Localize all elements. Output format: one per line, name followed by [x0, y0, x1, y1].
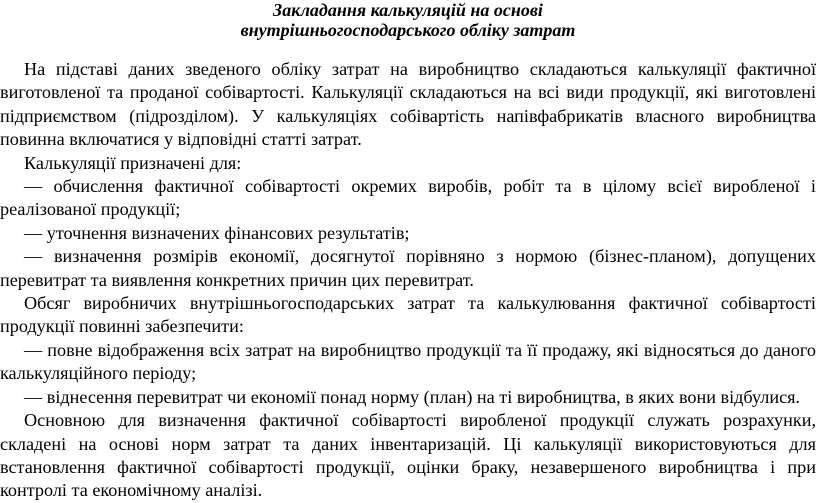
title-line-2: внутрішньогосподарського обліку затрат — [240, 20, 576, 40]
paragraph-scope: Обсяг виробничих внутрішньогосподарських затрат та калькулювання фактичної собівартості продукції повинні забезпечити: — [0, 293, 816, 337]
list-item-scope-2: — віднесення перевитрат чи економії понад норму (план) на ті виробництва, в яких вони відбулися. — [24, 386, 801, 407]
document-body — [0, 58, 816, 503]
list-item-purpose-2: — уточнення визначених фінансових результатів; — [24, 222, 410, 243]
document-title — [0, 0, 816, 40]
list-item-purpose-1: — обчислення фактичної собівартості окремих виробів, робіт та в цілому всієї виробленої і реалізованої продукції; — [0, 176, 816, 220]
title-line-1: Закладання калькуляцій на основі — [273, 0, 543, 20]
paragraph-purpose-heading: Калькуляції призначені для: — [24, 152, 242, 173]
list-item-purpose-3: — визначення розмірів економії, досягнутої порівняно з нормою (бізнес-планом), допущених перевитрат та виявлення конкретних причин цих перевитрат. — [0, 246, 816, 290]
paragraph-basis: Основною для визначення фактичної собівартості виробленої продукції служать розрахунки, складені на основі норм затрат та даних інвентаризацій. Ці калькуляції використовуються для встановлення фактичної собівартості продукції, оцінки браку, незавершеного виробництва і при контролі та економічному аналізі. — [0, 410, 816, 501]
paragraph-intro: На підставі даних зведеного обліку затрат на виробництво складаються калькуляції фактичної виготовленої та проданої собівартості. Калькуляції складаються на всі види продукції, які виготовлені підприємством (підрозділом). У калькуляціях собівартість напівфабрикатів власного виробництва повинна включатися у відповідні статті затрат. — [0, 59, 816, 150]
list-item-scope-1: — повне відображення всіх затрат на виробництво продукції та її продажу, які відносяться до даного калькуляційного періоду; — [0, 339, 816, 384]
